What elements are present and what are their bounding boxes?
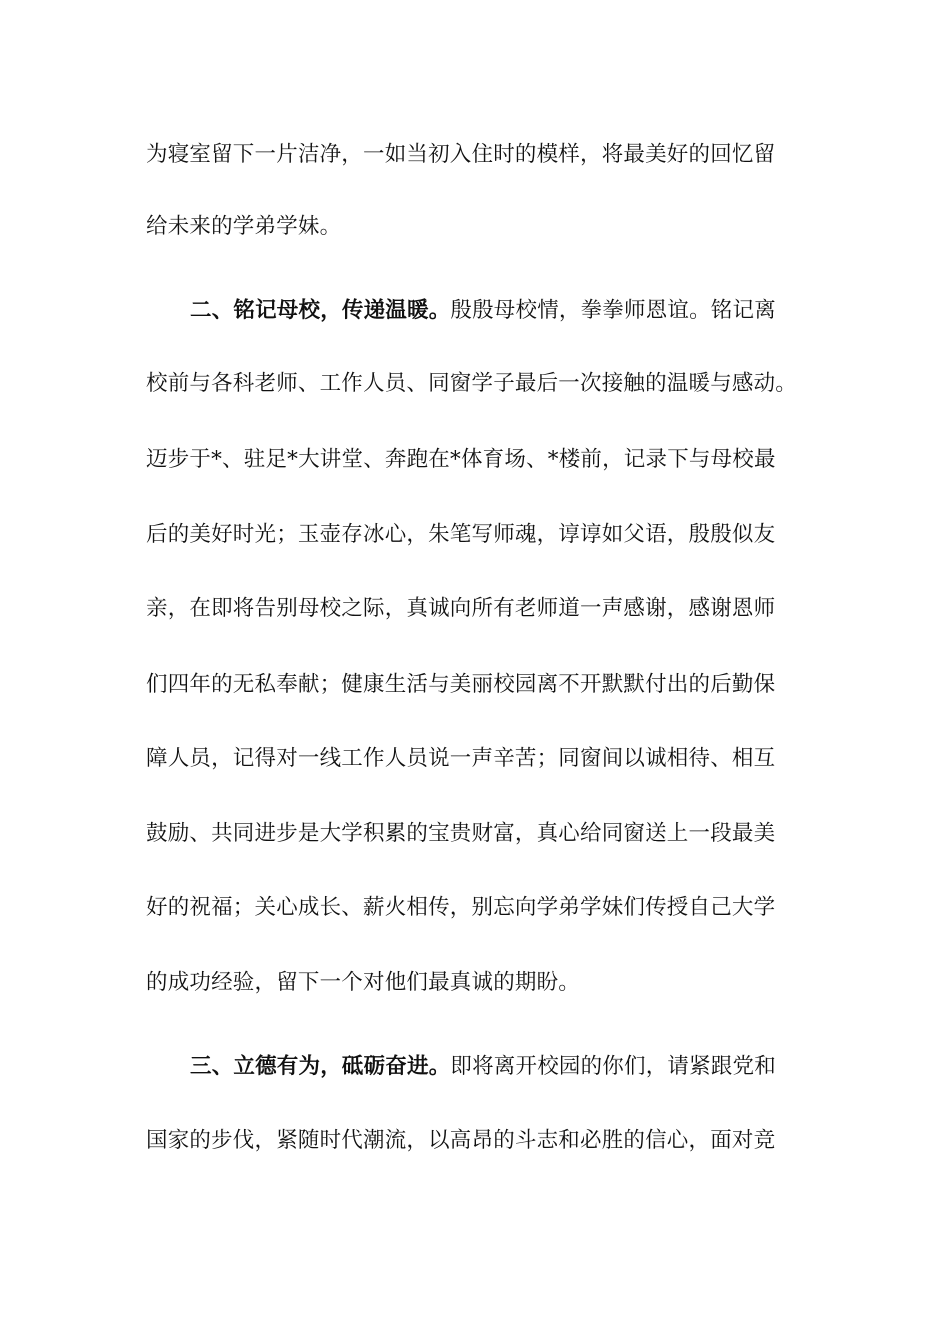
paragraph-2-line-1 — [190, 296, 806, 326]
paragraph-2-line-9: 好的祝福；关心成长、薪火相传，别忘向学弟学妹们传授自己大学 — [146, 895, 776, 920]
paragraph-2-line-2: 校前与各科老师、工作人员、同窗学子最后一次接触的温暖与感动。 — [146, 371, 798, 396]
paragraph-2-line-10: 的成功经验，留下一个对他们最真诚的期盼。 — [146, 970, 581, 995]
paragraph-3-first-line-text: 即将离开校园的你们，请紧跟党和 — [450, 1054, 776, 1079]
paragraph-2-line-8: 鼓励、共同进步是大学积累的宝贵财富，真心给同窗送上一段最美 — [146, 821, 776, 846]
paragraph-1-line-1: 为寝室留下一片洁净，一如当初入住时的模样，将最美好的回忆留 — [146, 142, 776, 167]
paragraph-3-line-1 — [190, 1052, 806, 1082]
paragraph-2-heading: 二、铭记母校，传递温暖。 — [190, 298, 451, 323]
paragraph-2-line-4: 后的美好时光；玉壶存冰心，朱笔写师魂，谆谆如父语，殷殷似友 — [146, 522, 776, 547]
paragraph-1-line-2: 给未来的学弟学妹。 — [146, 214, 342, 239]
paragraph-2-line-7: 障人员，记得对一线工作人员说一声辛苦；同窗间以诚相待、相互 — [146, 746, 776, 771]
paragraph-2-first-line-text: 殷殷母校情，拳拳师恩谊。铭记离 — [450, 298, 776, 323]
paragraph-2-line-3: 迈步于*、驻足*大讲堂、奔跑在*体育场、*楼前，记录下与母校最 — [146, 447, 776, 472]
paragraph-2-line-6: 们四年的无私奉献；健康生活与美丽校园离不开默默付出的后勤保 — [146, 672, 776, 697]
paragraph-3-heading: 三、立德有为，砥砺奋进。 — [190, 1054, 451, 1079]
paragraph-2-line-5: 亲，在即将告别母校之际，真诚向所有老师道一声感谢，感谢恩师 — [146, 596, 776, 621]
paragraph-3-line-2: 国家的步伐，紧随时代潮流，以高昂的斗志和必胜的信心，面对竞 — [146, 1128, 776, 1153]
